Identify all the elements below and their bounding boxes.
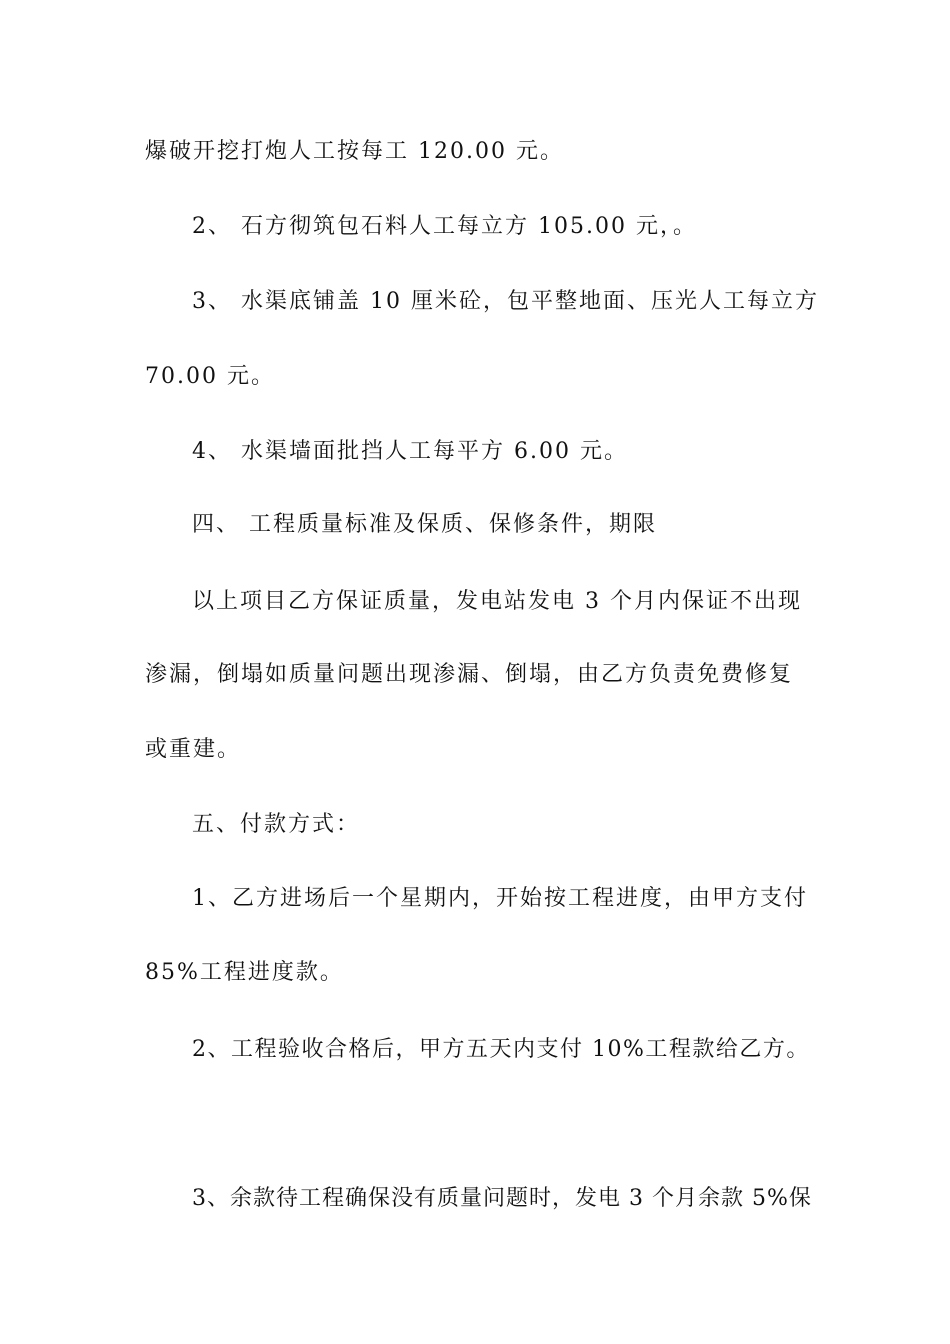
text-line: 70.00 元。 <box>145 364 275 389</box>
section-heading: 四、 工程质量标准及保质、保修条件，期限 <box>192 512 657 537</box>
text-line: 以上项目乙方保证质量，发电站发电 3 个月内保证不出现 <box>192 589 802 614</box>
text-line: 3、余款待工程确保没有质量问题时，发电 3 个月余款 5%保 <box>192 1186 812 1211</box>
text-line: 1、乙方进场后一个星期内，开始按工程进度，由甲方支付 <box>192 886 808 911</box>
text-line: 或重建。 <box>145 737 242 762</box>
text-line: 4、 水渠墙面批挡人工每平方 6.00 元。 <box>192 439 628 464</box>
text-line: 渗漏，倒塌如质量问题出现渗漏、倒塌，由乙方负责免费修复 <box>145 662 794 687</box>
text-line: 爆破开挖打炮人工按每工 120.00 元。 <box>145 139 564 164</box>
text-line: 2、工程验收合格后，甲方五天内支付 10%工程款给乙方。 <box>192 1037 810 1062</box>
text-line: 2、 石方彻筑包石料人工每立方 105.00 元，。 <box>192 214 697 239</box>
section-heading: 五、付款方式： <box>192 812 361 837</box>
text-line: 85%工程进度款。 <box>145 960 344 985</box>
text-line: 3、 水渠底铺盖 10 厘米砼，包平整地面、压光人工每立方 <box>192 289 819 314</box>
